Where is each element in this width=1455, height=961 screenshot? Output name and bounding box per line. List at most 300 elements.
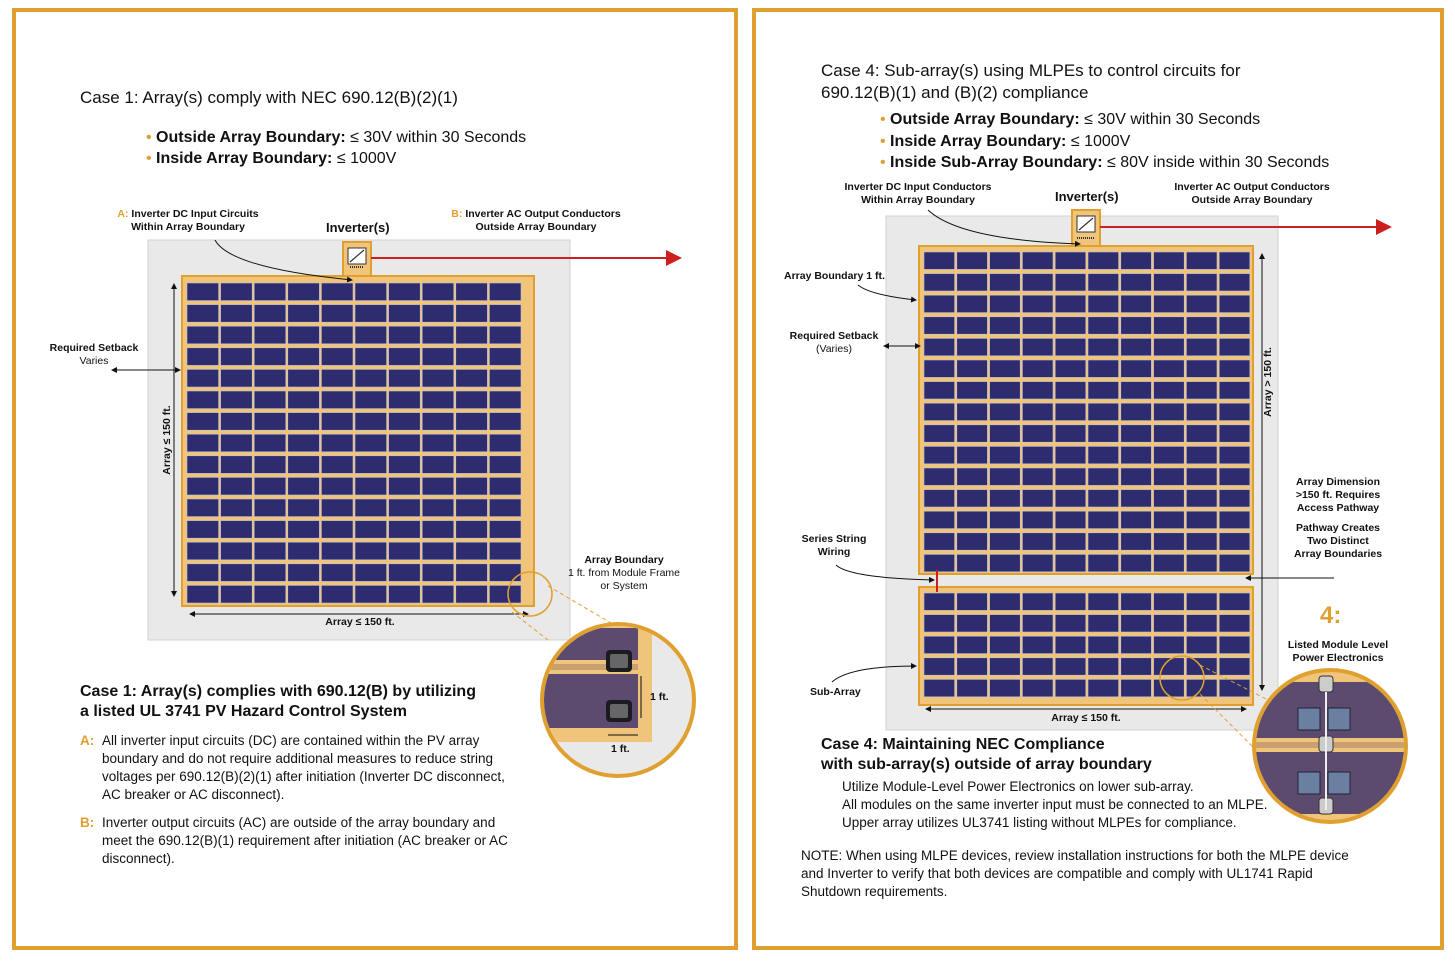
left-module — [254, 326, 286, 344]
right-upper-module — [924, 274, 955, 291]
right-upper-module — [1186, 274, 1217, 291]
right-setback-label: Required Setback (Varies) — [789, 330, 879, 355]
right-sub-module — [957, 615, 988, 632]
left-module — [221, 564, 253, 582]
left-subtitle: Case 1: Array(s) complies with 690.12(B) by utilizing a listed UL 3741 PV Hazard Control System — [80, 683, 476, 720]
left-module — [321, 477, 353, 495]
left-module — [187, 305, 219, 323]
right-upper-module — [1055, 490, 1086, 507]
right-upper-module — [1088, 490, 1119, 507]
left-module — [422, 477, 454, 495]
right-upper-module — [1154, 317, 1185, 334]
right-upper-module — [1154, 338, 1185, 355]
right-upper-module — [1022, 338, 1053, 355]
right-upper-module — [1022, 511, 1053, 528]
right-sub-module — [924, 593, 955, 610]
right-upper-module — [1219, 425, 1250, 442]
left-module — [288, 564, 320, 582]
left-module — [221, 283, 253, 301]
left-module — [389, 283, 421, 301]
left-module — [288, 391, 320, 409]
right-upper-module — [1022, 468, 1053, 485]
right-upper-module — [1121, 403, 1152, 420]
left-module — [456, 585, 488, 603]
right-sub-module — [1088, 593, 1119, 610]
right-sub-module — [1055, 658, 1086, 675]
left-module — [321, 499, 353, 517]
left-module — [187, 283, 219, 301]
right-upper-module — [1022, 446, 1053, 463]
left-bullet-1: • Outside Array Boundary: ≤ 30V within 30 Seconds — [146, 129, 527, 146]
right-upper-module — [1088, 252, 1119, 269]
right-sub-module — [990, 593, 1021, 610]
left-inverter-label: Inverter(s) — [326, 220, 390, 235]
right-upper-module — [1154, 468, 1185, 485]
left-module — [288, 434, 320, 452]
right-upper-module — [924, 511, 955, 528]
right-upper-module — [957, 274, 988, 291]
left-module — [187, 499, 219, 517]
right-upper-module — [1121, 338, 1152, 355]
left-module — [288, 499, 320, 517]
left-module — [422, 585, 454, 603]
right-upper-module — [1055, 338, 1086, 355]
right-upper-module — [1022, 403, 1053, 420]
right-upper-module — [1055, 511, 1086, 528]
right-upper-module — [1121, 274, 1152, 291]
right-sub-module — [924, 658, 955, 675]
left-module — [422, 391, 454, 409]
right-upper-module — [924, 403, 955, 420]
right-sub-module — [1022, 615, 1053, 632]
left-module — [422, 564, 454, 582]
right-upper-module — [1121, 295, 1152, 312]
right-upper-module — [1219, 274, 1250, 291]
right-lines: Utilize Module-Level Power Electronics on lower sub-array. All modules on the same inverter input must be connected to an MLPE. Upper array utilizes UL3741 listing without MLPEs for compliance. — [842, 779, 1268, 830]
left-module — [489, 499, 521, 517]
right-sub-module — [1022, 658, 1053, 675]
right-upper-module — [1219, 382, 1250, 399]
right-upper-module — [957, 511, 988, 528]
right-upper-module — [957, 533, 988, 550]
right-upper-module — [1154, 554, 1185, 571]
left-module — [422, 542, 454, 560]
right-sub-module — [1219, 593, 1250, 610]
left-module — [355, 585, 387, 603]
right-sub-module — [957, 658, 988, 675]
right-upper-module — [1088, 511, 1119, 528]
left-module — [187, 477, 219, 495]
right-upper-module — [1186, 295, 1217, 312]
left-para-b: B: Inverter output circuits (AC) are outside of the array boundary and meet the 690.12(B)(1) requirement after initiation (AC breaker or AC disconnect). — [80, 815, 508, 866]
right-upper-module — [1154, 403, 1185, 420]
right-sub-module — [1121, 679, 1152, 696]
right-upper-module — [1154, 511, 1185, 528]
left-module — [254, 585, 286, 603]
right-upper-module — [1088, 468, 1119, 485]
left-module — [355, 521, 387, 539]
left-module — [187, 521, 219, 539]
left-module — [187, 564, 219, 582]
right-upper-module — [1022, 533, 1053, 550]
right-sub-module — [1154, 593, 1185, 610]
left-module — [489, 477, 521, 495]
right-upper-module — [1186, 252, 1217, 269]
right-upper-module — [957, 338, 988, 355]
left-module — [221, 456, 253, 474]
right-sub-module — [1088, 658, 1119, 675]
right-sub-module — [1055, 636, 1086, 653]
right-upper-module — [1055, 360, 1086, 377]
right-upper-module — [990, 252, 1021, 269]
right-array-horizontal: Array ≤ 150 ft. — [1051, 712, 1121, 724]
left-module — [422, 305, 454, 323]
right-upper-module — [1154, 252, 1185, 269]
left-module — [288, 305, 320, 323]
right-upper-module — [1154, 425, 1185, 442]
left-module — [422, 369, 454, 387]
left-module — [456, 413, 488, 431]
left-module — [187, 348, 219, 366]
right-series-label: Series String Wiring — [801, 533, 867, 558]
left-module — [456, 542, 488, 560]
right-sub-module — [1088, 615, 1119, 632]
right-upper-module — [1088, 360, 1119, 377]
right-upper-module — [1186, 382, 1217, 399]
left-module — [321, 564, 353, 582]
right-upper-module — [1121, 468, 1152, 485]
right-upper-module — [1022, 295, 1053, 312]
left-module — [489, 305, 521, 323]
right-sub-module — [957, 636, 988, 653]
right-sub-module — [1154, 615, 1185, 632]
left-module — [389, 521, 421, 539]
right-upper-module — [1022, 360, 1053, 377]
left-module — [288, 456, 320, 474]
left-module — [355, 348, 387, 366]
left-module — [389, 456, 421, 474]
right-upper-module — [924, 468, 955, 485]
right-upper-module — [1219, 317, 1250, 334]
right-upper-module — [924, 252, 955, 269]
right-upper-module — [1154, 360, 1185, 377]
right-upper-module — [1121, 252, 1152, 269]
left-module — [221, 348, 253, 366]
left-module — [422, 434, 454, 452]
right-upper-module — [1088, 295, 1119, 312]
right-dc-label: Inverter DC Input Conductors Within Array Boundary — [844, 181, 992, 206]
left-module — [221, 326, 253, 344]
right-note: NOTE: When using MLPE devices, review installation instructions for both the MLPE device and Inverter to verify that both devices are compatible and comply with UL1741 Rapid Shutdown requirements. — [801, 848, 1349, 899]
right-upper-module — [1088, 533, 1119, 550]
left-module — [355, 305, 387, 323]
left-module — [288, 413, 320, 431]
right-upper-module — [924, 554, 955, 571]
left-module — [288, 521, 320, 539]
left-module — [389, 305, 421, 323]
right-sub-module — [990, 615, 1021, 632]
right-sub-module — [924, 636, 955, 653]
left-module — [456, 391, 488, 409]
left-title: Case 1: Array(s) comply with NEC 690.12(B)(2)(1) — [80, 88, 458, 107]
left-module — [254, 542, 286, 560]
right-upper-module — [1186, 468, 1217, 485]
left-module — [288, 477, 320, 495]
left-callout-b: B: Inverter AC Output Conductors Outside Array Boundary — [451, 208, 621, 233]
right-upper-module — [1055, 425, 1086, 442]
right-upper-module — [1022, 490, 1053, 507]
left-module — [355, 391, 387, 409]
left-module — [389, 369, 421, 387]
left-module — [389, 564, 421, 582]
right-upper-module — [1186, 338, 1217, 355]
left-module — [321, 305, 353, 323]
left-module — [254, 391, 286, 409]
left-module — [187, 456, 219, 474]
left-module — [355, 283, 387, 301]
right-sub-module — [1121, 636, 1152, 653]
right-upper-module — [1186, 490, 1217, 507]
right-inverter-label: Inverter(s) — [1055, 189, 1119, 204]
left-module — [254, 456, 286, 474]
right-upper-module — [1121, 511, 1152, 528]
left-zoom-1ft-right: 1 ft. — [650, 691, 669, 703]
left-module — [254, 434, 286, 452]
left-module — [321, 434, 353, 452]
right-sub-module — [924, 615, 955, 632]
left-module — [254, 305, 286, 323]
right-sub-module — [924, 679, 955, 696]
right-upper-module — [1219, 360, 1250, 377]
right-sub-module — [1186, 636, 1217, 653]
left-module — [187, 369, 219, 387]
left-module — [321, 283, 353, 301]
right-upper-module — [1088, 338, 1119, 355]
left-module — [355, 326, 387, 344]
right-upper-module — [1088, 317, 1119, 334]
right-upper-module — [1055, 446, 1086, 463]
right-upper-module — [924, 382, 955, 399]
right-upper-module — [957, 468, 988, 485]
left-module — [389, 326, 421, 344]
right-upper-module — [1022, 317, 1053, 334]
right-upper-module — [1088, 554, 1119, 571]
right-sub-module — [1219, 615, 1250, 632]
left-module — [288, 348, 320, 366]
left-module — [489, 456, 521, 474]
right-upper-module — [990, 274, 1021, 291]
right-upper-module — [1121, 317, 1152, 334]
right-sub-module — [1219, 658, 1250, 675]
right-title: Case 4: Sub-array(s) using MLPEs to control circuits for 690.12(B)(1) and (B)(2) compliance — [821, 61, 1241, 102]
left-module — [187, 326, 219, 344]
left-module — [489, 369, 521, 387]
left-module — [456, 499, 488, 517]
left-array-horizontal: Array ≤ 150 ft. — [325, 616, 395, 628]
left-module — [321, 391, 353, 409]
right-upper-module — [924, 338, 955, 355]
left-module — [422, 521, 454, 539]
left-module — [389, 413, 421, 431]
right-upper-module — [1088, 446, 1119, 463]
right-mlpe-label: Listed Module Level Power Electronics — [1287, 639, 1389, 664]
right-upper-module — [990, 446, 1021, 463]
left-module — [187, 434, 219, 452]
right-sub-module — [1088, 679, 1119, 696]
left-module — [489, 391, 521, 409]
left-module — [456, 369, 488, 387]
right-upper-module — [1121, 446, 1152, 463]
left-module — [187, 542, 219, 560]
right-upper-module — [990, 533, 1021, 550]
right-upper-module — [957, 360, 988, 377]
right-upper-module — [1219, 252, 1250, 269]
left-module — [355, 542, 387, 560]
right-upper-module — [1055, 295, 1086, 312]
left-module — [221, 413, 253, 431]
right-upper-module — [1055, 403, 1086, 420]
left-module — [489, 521, 521, 539]
right-dimension-label: Array Dimension >150 ft. Requires Access Pathway — [1295, 476, 1381, 514]
right-sub-module — [1121, 658, 1152, 675]
left-module — [489, 413, 521, 431]
right-upper-module — [1186, 403, 1217, 420]
left-module — [456, 477, 488, 495]
right-upper-module — [1219, 403, 1250, 420]
right-big-4: 4: — [1320, 602, 1342, 629]
right-sub-module — [990, 658, 1021, 675]
right-sub-module — [1186, 658, 1217, 675]
right-upper-module — [1022, 382, 1053, 399]
left-module — [321, 456, 353, 474]
left-module — [489, 542, 521, 560]
right-upper-module — [1154, 382, 1185, 399]
left-module — [489, 348, 521, 366]
right-upper-module — [924, 295, 955, 312]
right-upper-module — [990, 490, 1021, 507]
right-upper-module — [957, 317, 988, 334]
right-array-boundary-label: Array Boundary 1 ft. — [784, 270, 885, 282]
left-setback-label: Required Setback Varies — [49, 342, 139, 367]
left-module — [221, 434, 253, 452]
left-module — [288, 326, 320, 344]
left-module — [221, 585, 253, 603]
left-module — [489, 585, 521, 603]
right-upper-module — [1186, 533, 1217, 550]
left-module — [422, 456, 454, 474]
right-upper-module — [924, 446, 955, 463]
right-upper-module — [1055, 533, 1086, 550]
left-module — [456, 348, 488, 366]
left-module — [321, 326, 353, 344]
left-module — [389, 585, 421, 603]
left-zoom-detail — [530, 620, 710, 790]
left-module — [221, 477, 253, 495]
right-subarray-label: Sub-Array — [810, 686, 861, 698]
right-upper-module — [1088, 403, 1119, 420]
left-module — [321, 348, 353, 366]
right-upper-module — [1055, 554, 1086, 571]
right-upper-module — [924, 533, 955, 550]
left-module — [456, 564, 488, 582]
right-upper-module — [1055, 252, 1086, 269]
right-upper-module — [957, 295, 988, 312]
left-module — [221, 391, 253, 409]
right-sub-module — [990, 636, 1021, 653]
left-module — [254, 369, 286, 387]
left-callout-a: A: Inverter DC Input Circuits Within Array Boundary — [117, 208, 259, 233]
right-sub-module — [1121, 615, 1152, 632]
left-module — [422, 413, 454, 431]
right-upper-module — [1055, 317, 1086, 334]
left-module — [288, 585, 320, 603]
left-bullet-2: • Inside Array Boundary: ≤ 1000V — [146, 150, 397, 167]
right-sub-module — [1055, 615, 1086, 632]
right-upper-module — [924, 425, 955, 442]
right-array-vertical: Array > 150 ft. — [1262, 347, 1274, 417]
right-upper-module — [1219, 490, 1250, 507]
left-module — [489, 283, 521, 301]
right-upper-module — [1186, 446, 1217, 463]
right-upper-module — [1186, 554, 1217, 571]
left-module — [422, 348, 454, 366]
left-module — [187, 585, 219, 603]
left-module — [254, 499, 286, 517]
left-module — [389, 434, 421, 452]
right-upper-module — [990, 468, 1021, 485]
left-module — [221, 499, 253, 517]
left-module — [187, 391, 219, 409]
left-module — [321, 521, 353, 539]
right-upper-module — [924, 490, 955, 507]
left-module — [489, 564, 521, 582]
right-upper-module — [1088, 274, 1119, 291]
right-upper-module — [1088, 425, 1119, 442]
left-module — [456, 305, 488, 323]
left-module — [321, 542, 353, 560]
right-upper-module — [1219, 295, 1250, 312]
right-sub-module — [1186, 615, 1217, 632]
right-upper-module — [1121, 425, 1152, 442]
left-module — [221, 369, 253, 387]
right-sub-module — [1154, 679, 1185, 696]
right-upper-module — [1055, 382, 1086, 399]
right-upper-module — [1154, 274, 1185, 291]
left-module — [355, 434, 387, 452]
left-module — [422, 499, 454, 517]
left-module — [254, 521, 286, 539]
right-sub-module — [990, 679, 1021, 696]
left-module — [254, 348, 286, 366]
right-upper-module — [990, 425, 1021, 442]
right-sub-module — [1022, 679, 1053, 696]
left-module — [221, 305, 253, 323]
left-module — [355, 564, 387, 582]
right-bullet-2: • Inside Array Boundary: ≤ 1000V — [880, 133, 1131, 150]
left-module — [221, 542, 253, 560]
left-boundary-label: Array Boundary 1 ft. from Module Frame or System — [567, 554, 681, 592]
right-sub-module — [1022, 636, 1053, 653]
left-module — [389, 499, 421, 517]
right-upper-module — [990, 317, 1021, 334]
right-upper-module — [1121, 554, 1152, 571]
right-upper-module — [1219, 533, 1250, 550]
left-module — [254, 564, 286, 582]
right-sub-module — [1154, 636, 1185, 653]
right-upper-module — [1022, 252, 1053, 269]
left-module — [456, 456, 488, 474]
right-upper-module — [1186, 317, 1217, 334]
